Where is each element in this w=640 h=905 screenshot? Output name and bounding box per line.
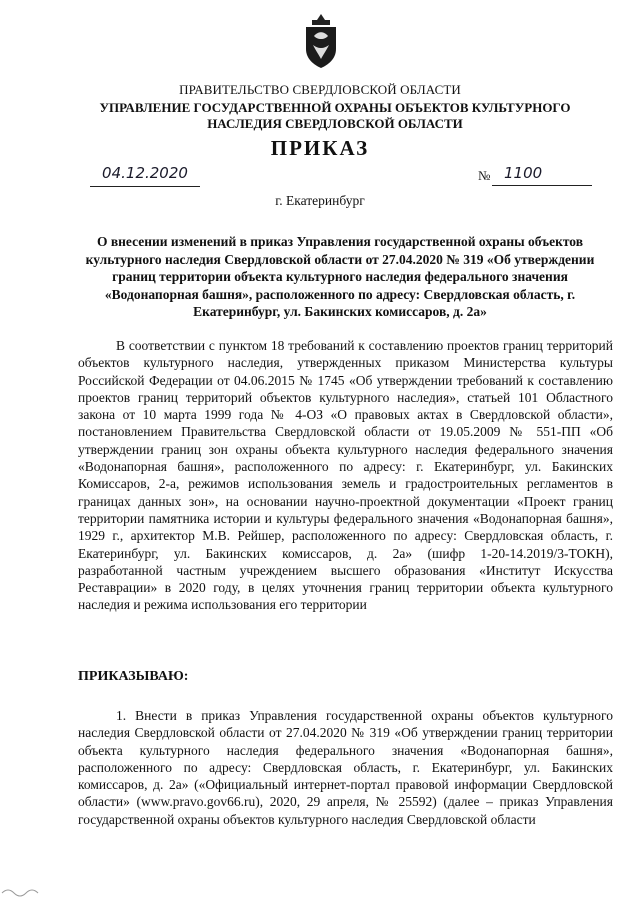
preamble-paragraph: В соответствии с пунктом 18 требований к составлению проектов границ территорий объектов культурного наследия, утвержденных приказом Министерства культуры Российской Федерации от 04.06.2015 № 1745 «Об утверждении требований к составлению проектов границ территорий объектов культурного наследия», статьей 101 Областного закона от 10 марта 1999 года № 4-ОЗ «О правовых актах в Свердловской области», постановлением Правительства Свердловской области от 19.05.2009 № 551-ПП «Об утверждении границ зон охраны объекта культурного наследия федерального значения «Водонапорная башня», расположенного по адресу: г. Екатеринбург, ул. Бакинских Комиссаров, 2-а, режимов использования земель и градостроительных регламентов в границах данных зон», на основании научно-проектной документации «Проект границ территории памятника истории и культуры федерального значения «Водонапорная башня», 1929 г., архитектор М.В. Рейшер, расположенного по адресу: Свердловская область, г. Екатеринбург, ул. Бакинских комиссаров, д. 2а» (шифр 1-20-14.2019/3-ТОКН), разработанной частным учреждением высшего образования «Институт Искусства Реставрации» в 2020 году, в целях уточнения границ территории объекта культурного наследия и режима использования его территории xyxy=(78,338,613,613)
order-date: 04.12.2020 xyxy=(90,164,200,187)
order-subject: О внесении изменений в приказ Управления государственной охраны объектов культурного наследия Свердловской области от 27.04.2020 № 319 «Об утверждении границ территории объекта культурного наследия федерального значения «Водонапорная башня», расположенного по адресу: Свердловская область, г. Екатеринбург, ул. Бакинских комиссаров, д. 2а» xyxy=(85,234,595,319)
city-name: г. Екатеринбург xyxy=(275,193,365,208)
department-name: УПРАВЛЕНИЕ ГОСУДАРСТВЕННОЙ ОХРАНЫ ОБЪЕКТОВ КУЛЬТУРНОГО НАСЛЕДИЯ СВЕРДЛОВСКОЙ ОБЛАСТИ xyxy=(99,100,571,131)
coat-of-arms-icon xyxy=(300,12,342,70)
order-keyword: ПРИКАЗЫВАЮ: xyxy=(78,669,189,684)
scan-artifact-icon xyxy=(0,883,40,901)
order-number: 1100 xyxy=(492,164,592,186)
order-number-label: № xyxy=(478,168,491,183)
document-title: ПРИКАЗ xyxy=(270,136,370,160)
order-item-1: 1. Внести в приказ Управления государственной охраны объектов культурного наследия Свердловской области от 27.04.2020 № 319 «Об утверждении границ территории объекта культурного наследия федерального значения «Водонапорная башня», расположенного по адресу: Свердловская область, г. Екатеринбург, ул. Бакинских комиссаров, д. 2а» («Официальный интернет-портал правовой информации Свердловской области» (www.pravo.gov66.ru), 2020, 29 апреля, № 25592) (далее – приказ Управления государственной охраны объектов культурного наследия Свердловской области xyxy=(78,708,613,827)
government-name: ПРАВИТЕЛЬСТВО СВЕРДЛОВСКОЙ ОБЛАСТИ xyxy=(179,82,461,97)
